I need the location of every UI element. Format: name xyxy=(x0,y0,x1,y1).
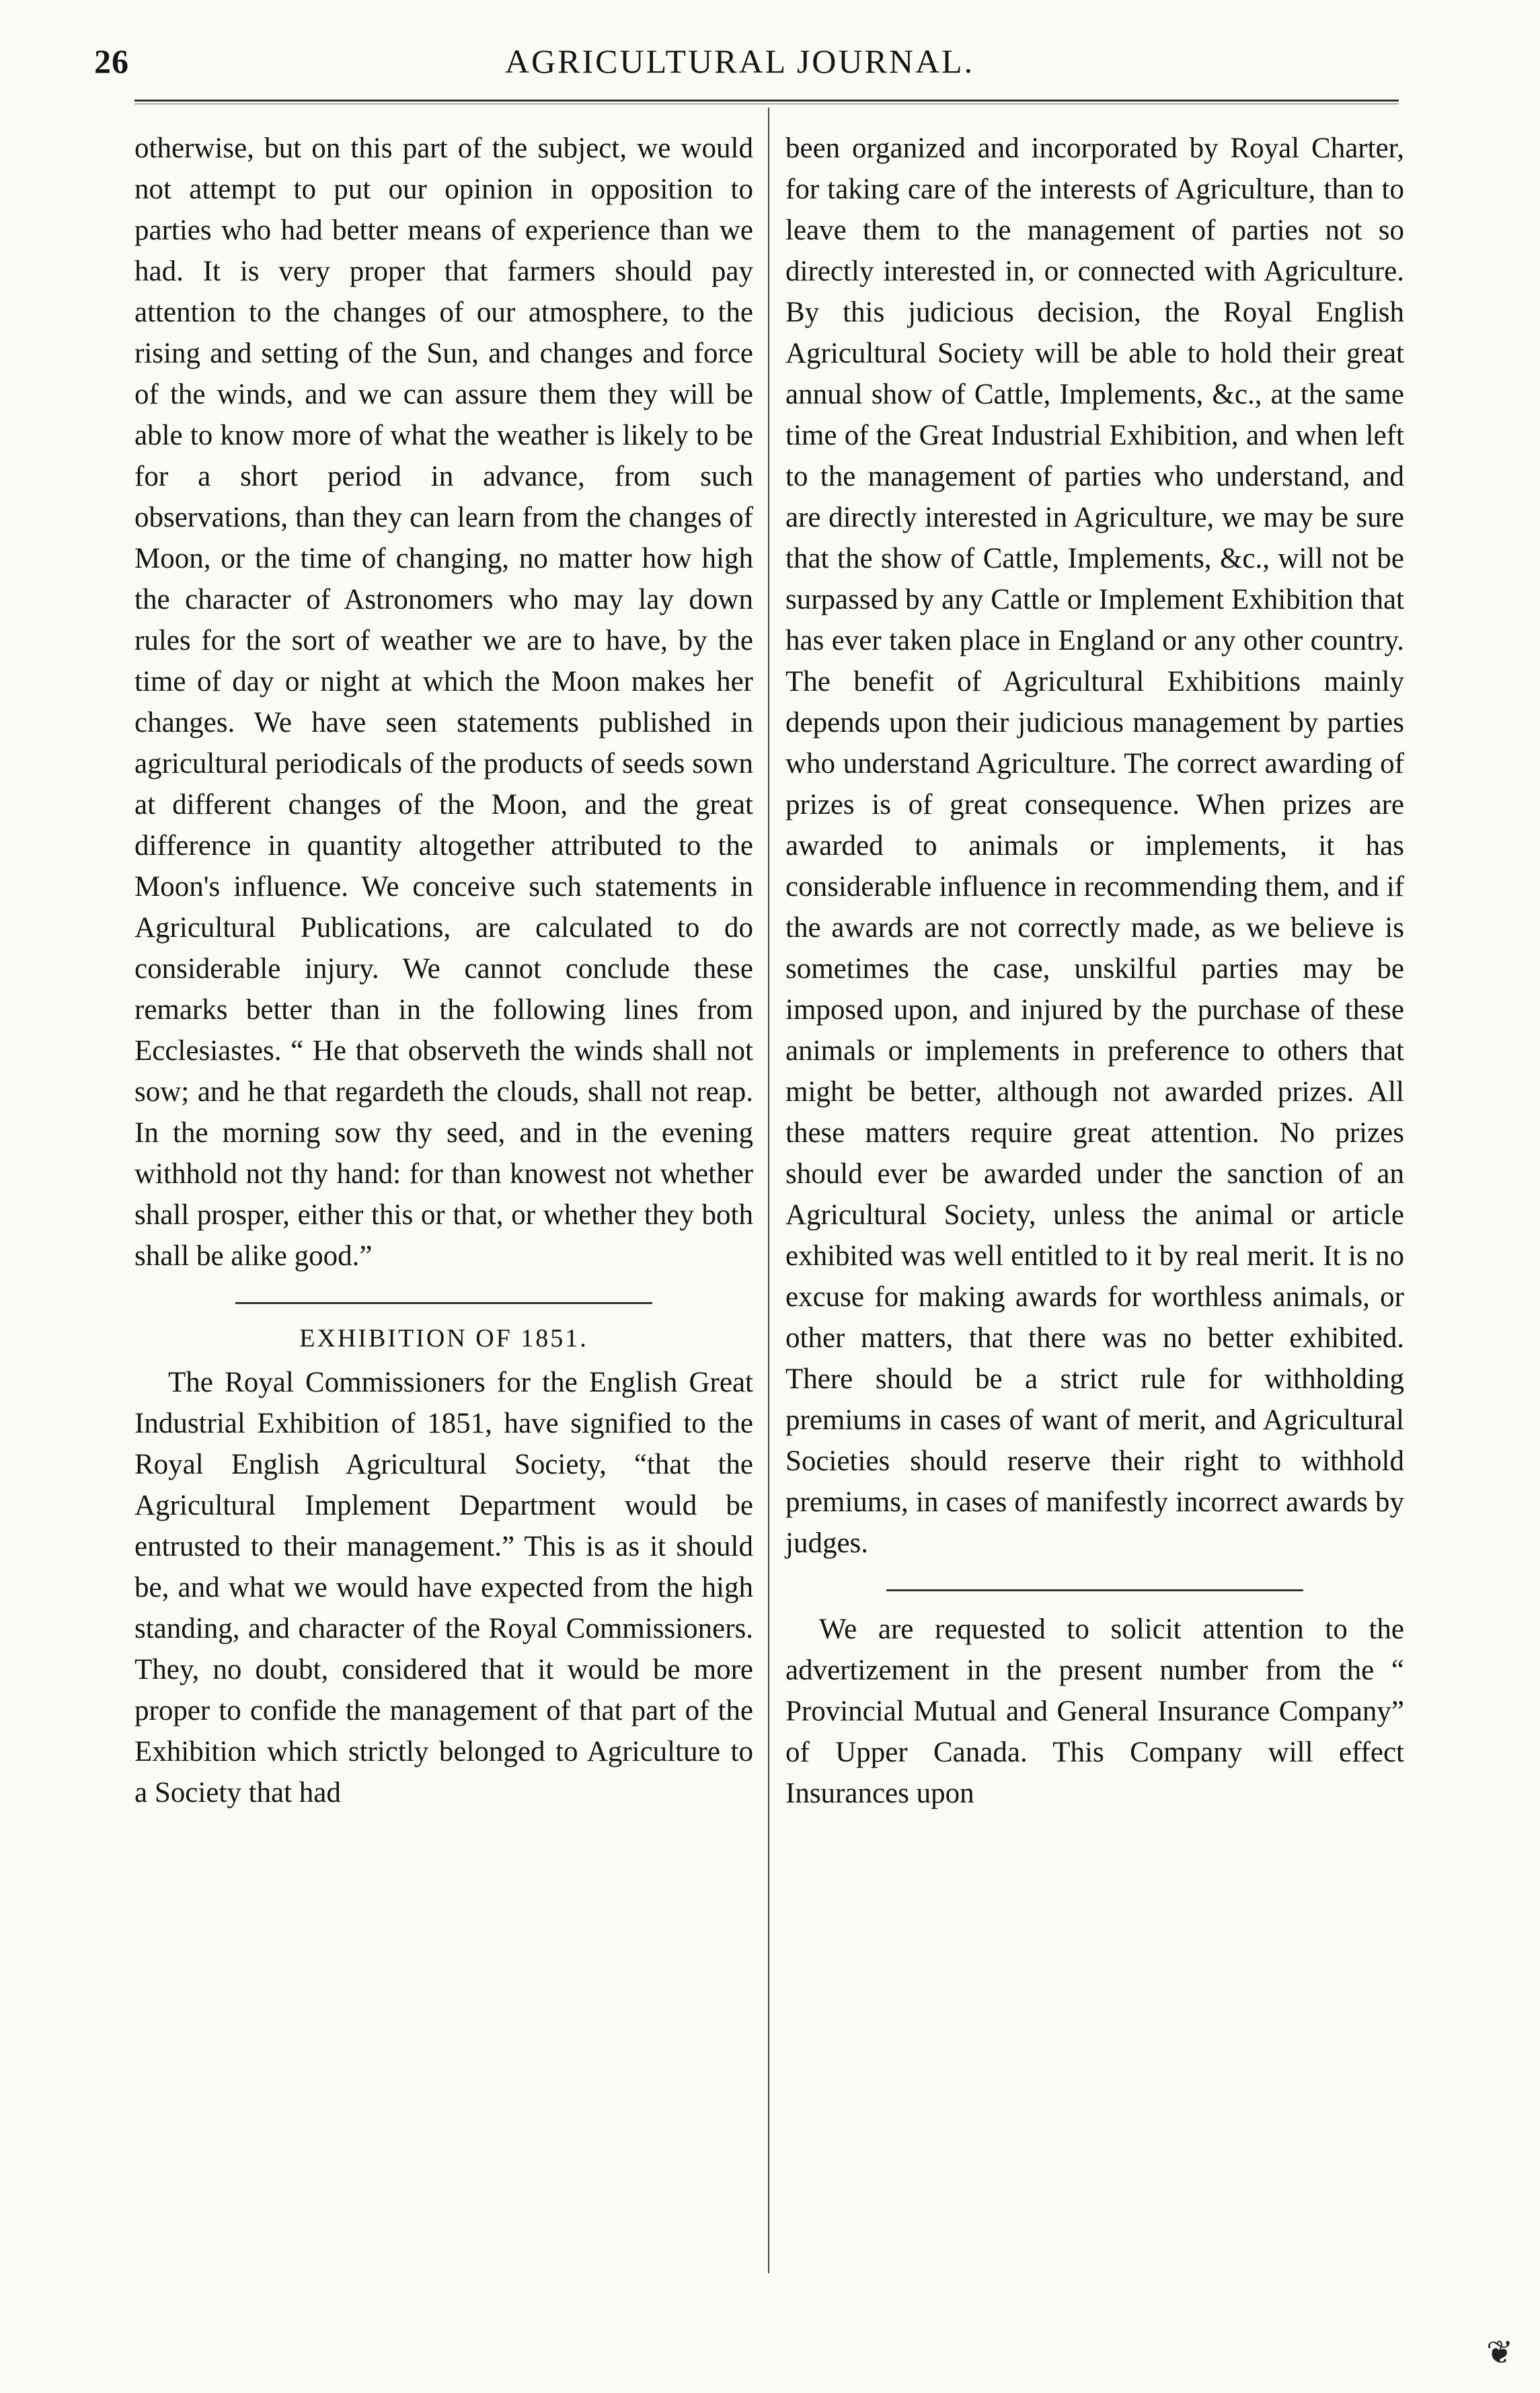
page-header xyxy=(94,35,1385,89)
intro-paragraph: otherwise, but on this part of the subject, we would not attempt to put our opinion in opposition to parties who had better means of experience than we had. It is very proper that farmers should pay attention to the changes of our atmosphere, to the rising and setting of the Sun, and changes and force of the winds, and we can assure them they will be able to know more of what the weather is likely to be for a short period in advance, from such observations, than they can learn from the changes of Moon, or the time of changing, no matter how high the character of Astronomers who may lay down rules for the sort of weather we are to have, by the time of day or night at which the Moon makes her changes. We have seen statements published in agricultural periodicals of the products of seeds sown at different changes of the Moon, and the great difference in quantity altogether attributed to the Moon's influence. We conceive such statements in Agricultural Publications, are calculated to do considerable injury. We cannot conclude these remarks better than in the following lines from Ecclesiastes. “ He that observeth the winds shall not sow; and he that regardeth the clouds, shall not reap. In the morning sow thy seed, and in the evening withhold not thy hand: for than knowest not whether shall prosper, either this or that, or whether they both shall be alike good.” xyxy=(134,132,753,1272)
section-divider xyxy=(886,1589,1303,1591)
section-divider xyxy=(235,1302,652,1304)
continued-paragraph: been organized and incorporated by Royal Charter, for taking care of the interests of Agriculture, than to leave them to the management of parties not so directly interested in, or connected with Agriculture. By this judicious decision, the Royal English Agricultural Society will be able to hold their great annual show of Cattle, Implements, &c., at the same time of the Great Industrial Exhibition, and when left to the management of parties who understand, and are directly interested in Agriculture, we may be sure that the show of Cattle, Implements, &c., will not be surpassed by any Cattle or Implement Exhibition that has ever taken place in England or any other country. The benefit of Agricultural Exhibitions mainly depends upon their judicious management by parties who understand Agriculture. The correct awarding of prizes is of great consequence. When prizes are awarded to animals or implements, it has considerable influence in recommending them, and if the awards are not correctly made, as we believe is sometimes the case, unskilful parties may be imposed upon, and injured by the purchase of these animals or implements in preference to others that might be better, although not awarded prizes. All these matters require great attention. No prizes should ever be awarded under the sanction of an Agricultural Society, unless the animal or article exhibited was well entitled to it by real merit. It is no excuse for making awards for worthless animals, or other matters, that there was no better exhibited. There should be a strict rule for withholding premiums in cases of want of merit, and Agricultural Societies should reserve their right to withhold premiums, in cases of manifestly incorrect awards by judges. xyxy=(785,132,1404,1559)
exhibition-paragraph: The Royal Commissioners for the English Great Industrial Exhibition of 1851, have signified to the Royal English Agricultural Society, “that the Agricultural Implement Department would be entrusted to their management.” This is as it should be, and what we would have expected from the high standing, and character of the Royal Commissioners. They, no doubt, considered that it would be more proper to confide the management of that part of the Exhibition which strictly belonged to Agriculture to a Society that had xyxy=(134,1367,753,1809)
right-column xyxy=(785,128,1404,1814)
header-rule xyxy=(134,100,1399,104)
page-number: 26 xyxy=(94,42,129,80)
column-divider xyxy=(768,108,769,2273)
running-title: AGRICULTURAL JOURNAL. xyxy=(504,42,975,80)
printer-mark-icon: ❦ xyxy=(1486,2335,1514,2371)
section-heading: EXHIBITION OF 1851. xyxy=(299,1324,588,1353)
left-column xyxy=(134,128,753,1813)
notice-paragraph: We are requested to solicit attention to the advertizement in the present number from the “ Provincial Mutual and General Insurance Company” of Upper Canada. This Company will effect Insurances upon xyxy=(785,1613,1404,1809)
